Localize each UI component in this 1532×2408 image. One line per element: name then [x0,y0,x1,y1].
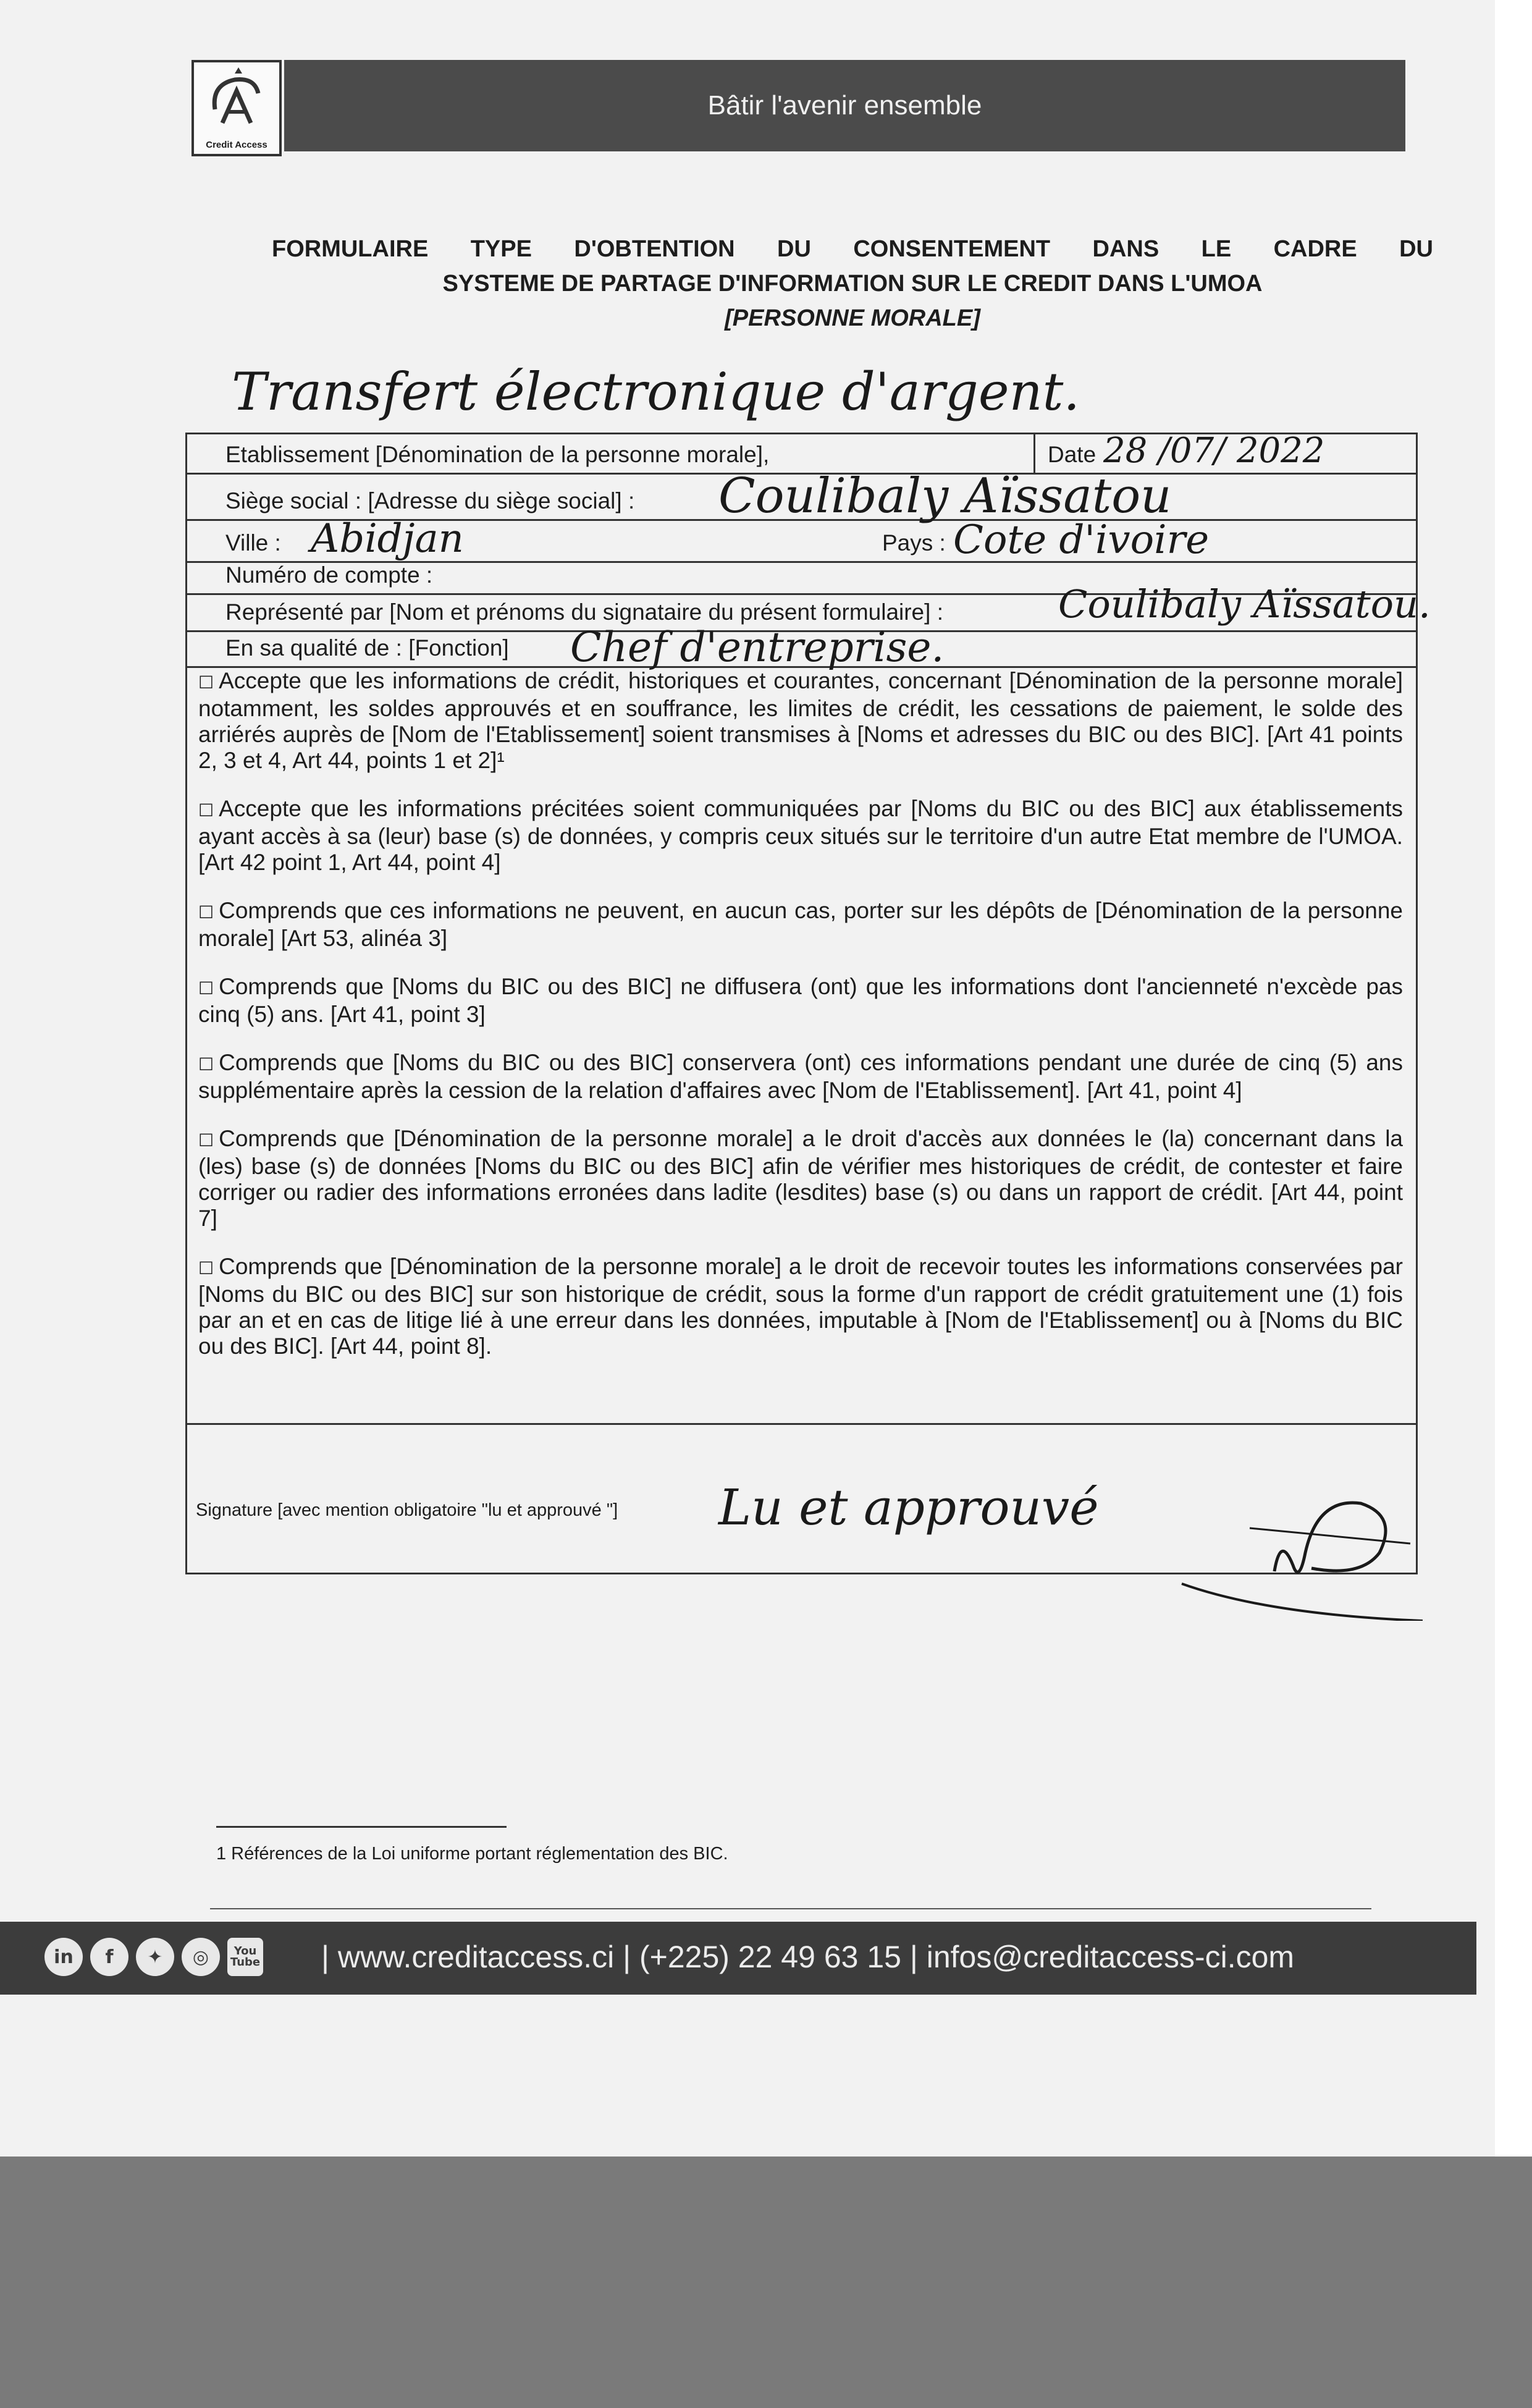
etablissement-label: Etablissement [Dénomination de la personne morale], [225,442,770,467]
clause-7 [198,1254,1403,1359]
checkbox-icon[interactable]: ☐ [198,1131,214,1150]
clause-1-text: Accepte que les informations de crédit, historiques et courantes, concernant [Dénomination de la personne morale] notamment, les soldes approuvés et en souffrance, les limites de crédit, les cessations de paiement, le solde des arriérés auprès de [Nom de l'Etablissement] soient transmises à [Noms et adresses du BIC ou des BIC]. [Art 41 points 2, 3 et 4, Art 44, points 1 et 2]¹ [198,668,1403,773]
clause-1 [198,668,1403,774]
handwritten-date: 28 /07/ 2022 [1103,431,1325,471]
signature-separator [187,1423,1416,1425]
checkbox-icon[interactable]: ☐ [198,903,214,922]
clause-3 [198,898,1403,952]
clause-7-text: Comprends que [Dénomination de la personne morale] a le droit de recevoir toutes les informations conservées par [Noms du BIC ou des BIC] sur son historique de crédit, sous la forme d'un rapport de crédit gratuitement une (1) fois par an et en cas de litige lié à une erreur dans les données, imputable à [Nom de l'Etablissement] ou à [Noms du BIC ou des BIC]. [Art 44, point 8]. [198,1254,1403,1359]
logo [192,60,282,156]
clause-3-text: Comprends que ces informations ne peuvent, en aucun cas, porter sur les dépôts de [Dénomination de la personne morale] [Art 53, alinéa 3] [198,898,1403,951]
compte-label: Numéro de compte : [225,562,433,588]
title-line-2: SYSTEME DE PARTAGE D'INFORMATION SUR LE CREDIT DANS L'UMOA [442,271,1263,297]
clause-2 [198,796,1403,876]
title-line-3: [PERSONNE MORALE] [725,305,980,331]
checkbox-icon[interactable]: ☐ [198,801,214,820]
row-ville-pays [187,516,1416,563]
date-label: Date [1048,442,1096,467]
clause-6 [198,1126,1403,1231]
footnote: 1 Références de la Loi uniforme portant réglementation des BIC. [216,1844,728,1864]
logo-text: Credit Access [206,140,267,150]
footer-contact: | www.creditaccess.ci | (+225) 22 49 63 15 | infos@creditaccess-ci.com [321,1940,1295,1974]
scan-background [0,2157,1532,2408]
handwritten-lu-et-approuve: Lu et approuvé [718,1479,1099,1536]
represente-label: Représenté par [Nom et prénoms du signataire du présent formulaire] : [225,599,943,625]
consent-clauses [198,668,1403,1382]
signature-icon [1176,1460,1435,1621]
instagram-icon[interactable]: ◎ [182,1938,220,1976]
ville-label: Ville : [225,530,281,556]
footer-bar [0,1922,1476,1995]
clause-6-text: Comprends que [Dénomination de la personne morale] a le droit d'accès aux données le (la) concernant dans la (les) base (s) de données [Noms du BIC ou des BIC] afin de vérifier mes historiques de crédit, de contester et faire corriger ou radier des informations erronées dans ladite (lesdites) base (s) ou dans un rapport de crédit. [Art 44, point 7] [198,1126,1403,1231]
signature-label: Signature [avec mention obligatoire "lu et approuvé "] [196,1500,618,1520]
checkbox-icon[interactable]: ☐ [198,1055,214,1074]
clause-2-text: Accepte que les informations précitées soient communiquées par [Noms du BIC ou des BIC] aux établissements ayant accès à sa (leur) base (s) de données, y compris ceux situés sur le territoire d'un autre Etat membre de l'UMOA. [Art 42 point 1, Art 44, point 4] [198,796,1403,875]
slogan: Bâtir l'avenir ensemble [707,90,982,120]
youtube-icon[interactable]: You Tube [227,1938,263,1976]
clause-4-text: Comprends que [Noms du BIC ou des BIC] ne diffusera (ont) que les informations dont l'ancienneté n'excède pas cinq (5) ans. [Art 41, point 3] [198,974,1403,1027]
pays-label: Pays : [882,530,946,556]
handwritten-establishment: Transfert électronique d'argent. [232,361,1080,422]
checkbox-icon[interactable]: ☐ [198,1259,214,1278]
header-bar [284,60,1405,151]
handwritten-qualite: Chef d'entreprise. [570,623,945,671]
document-title [272,232,1433,336]
handwritten-siege: Coulibaly Aïssatou [718,468,1172,524]
row-qualite [187,623,1416,671]
clause-5 [198,1050,1403,1104]
handwritten-represente: Coulibaly Aïssatou. [1058,581,1431,627]
clause-4 [198,974,1403,1028]
footnote-separator [216,1826,507,1828]
twitter-icon[interactable]: ✦ [136,1938,174,1976]
checkbox-icon[interactable]: ☐ [198,673,214,692]
linkedin-icon[interactable]: in [44,1938,83,1976]
consent-form [185,431,1431,1574]
row-siege [187,468,1416,524]
checkbox-icon[interactable]: ☐ [198,979,214,998]
social-icons [44,1938,263,1976]
qualite-label: En sa qualité de : [Fonction] [225,635,509,661]
facebook-icon[interactable]: f [90,1938,128,1976]
handwritten-pays: Cote d'ivoire [953,517,1210,563]
footer-separator [210,1908,1371,1909]
siege-label: Siège social : [Adresse du siège social] : [225,488,635,513]
date-cell [1033,431,1325,473]
clause-5-text: Comprends que [Noms du BIC ou des BIC] conservera (ont) ces informations pendant une durée de cinq (5) ans supplémentaire après la cession de la relation d'affaires avec [Nom de l'Etablissement]. [Art 41, point 4] [198,1050,1403,1103]
credit-access-logo-icon [198,66,276,134]
title-line-1: FORMULAIRE TYPE D'OBTENTION DU CONSENTEMENT DANS LE CADRE DU [272,236,1433,262]
handwritten-ville: Abidjan [311,516,464,562]
